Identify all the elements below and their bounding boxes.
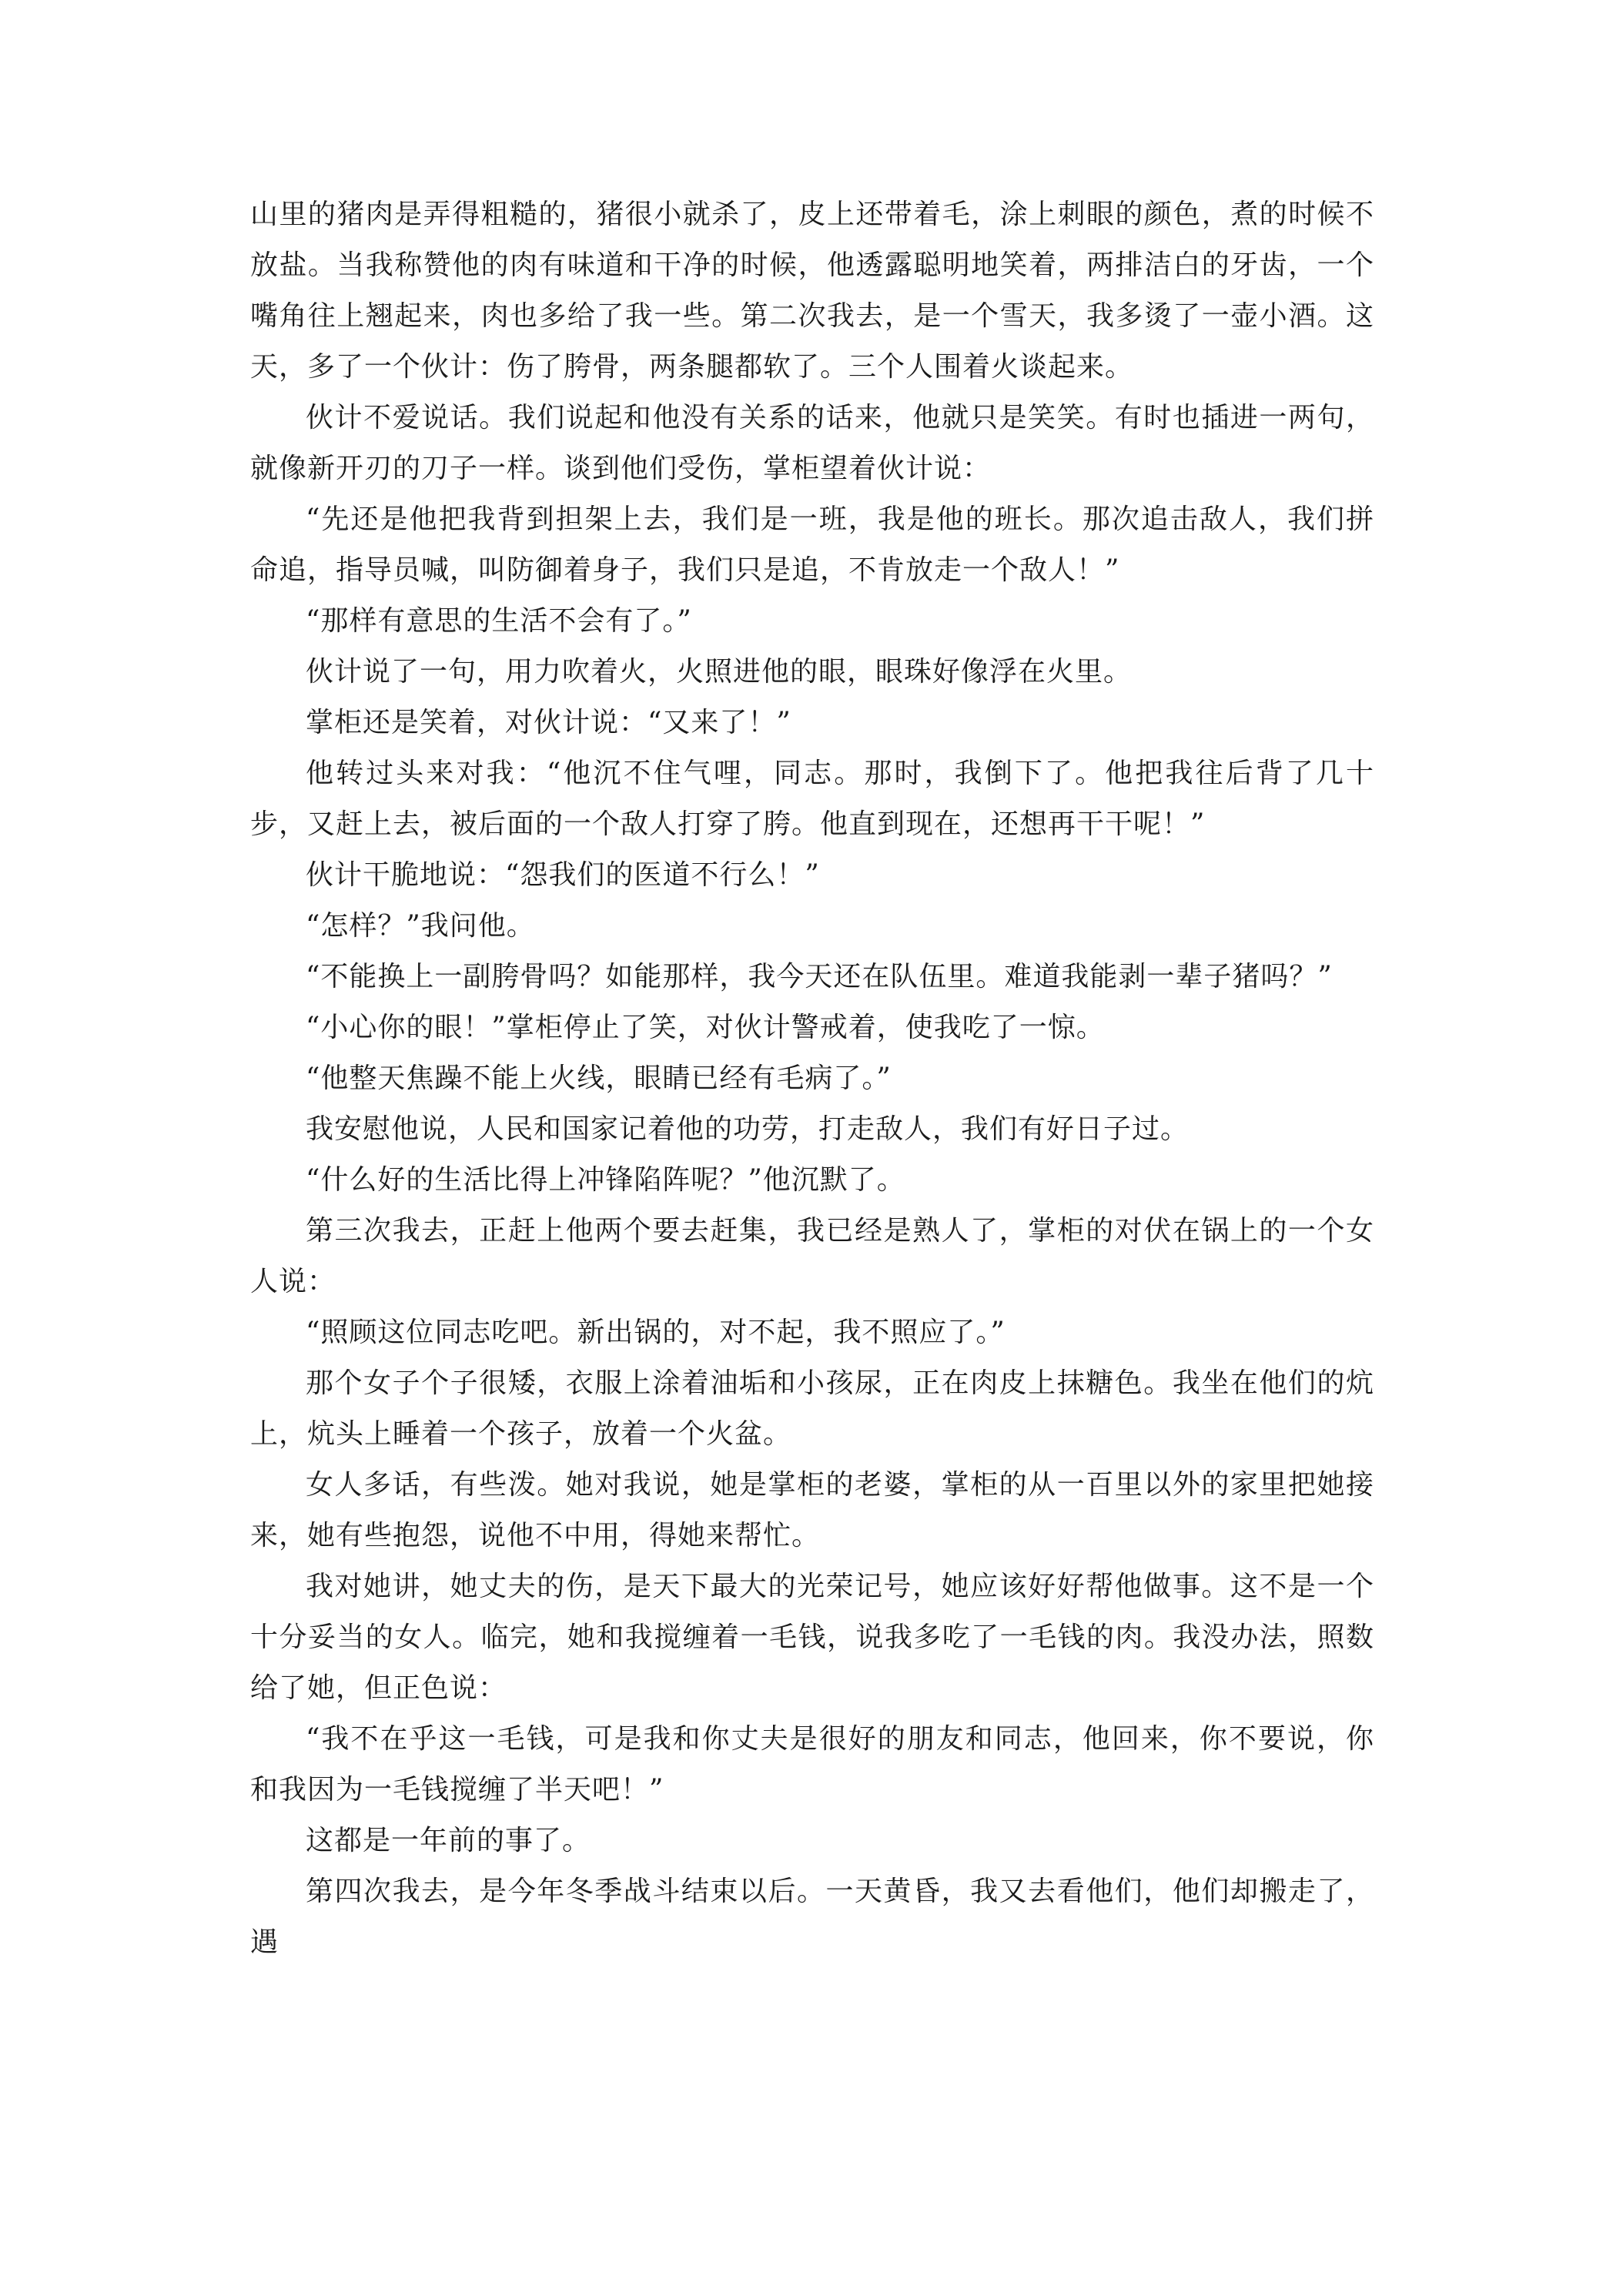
paragraph: 伙计不爱说话。我们说起和他没有关系的话来，他就只是笑笑。有时也插进一两句，就像新开刃的刀子一样。谈到他们受伤，掌柜望着伙计说： (250, 402, 1374, 484)
paragraph: 山里的猪肉是弄得粗糙的，猪很小就杀了，皮上还带着毛，涂上刺眼的颜色，煮的时候不放盐。当我称赞他的肉有味道和干净的时候，他透露聪明地笑着，两排洁白的牙齿，一个嘴角往上翘起来，肉也多给了我一些。第二次我去，是一个雪天，我多烫了一壶小酒。这天，多了一个伙计：伤了胯骨，两条腿都软了。三个人围着火谈起来。 (250, 199, 1374, 383)
paragraph: 伙计干脆地说：“怨我们的医道不行么！” (306, 859, 820, 891)
paragraph: “小心你的眼！”掌柜停止了笑，对伙计警戒着，使我吃了一惊。 (306, 1012, 1105, 1043)
paragraph: 他转过头来对我：“他沉不住气哩，同志。那时，我倒下了。他把我往后背了几十步，又赶上去，被后面的一个敌人打穿了胯。他直到现在，还想再干干呢！” (250, 758, 1374, 840)
paragraph: 女人多话，有些泼。她对我说，她是掌柜的老婆，掌柜的从一百里以外的家里把她接来，她有些抱怨，说他不中用，得她来帮忙。 (250, 1469, 1374, 1551)
document-body (250, 189, 1374, 1968)
paragraph: “他整天焦躁不能上火线，眼睛已经有毛病了。” (306, 1063, 892, 1094)
paragraph: “什么好的生活比得上冲锋陷阵呢？”他沉默了。 (306, 1164, 905, 1196)
paragraph: 第三次我去，正赶上他两个要去赶集，我已经是熟人了，掌柜的对伏在锅上的一个女人说： (250, 1215, 1374, 1297)
paragraph: 那个女子个子很矮，衣服上涂着油垢和小孩尿，正在肉皮上抹糖色。我坐在他们的炕上，炕头上睡着一个孩子，放着一个火盆。 (250, 1367, 1374, 1450)
paragraph: “怎样？”我问他。 (306, 910, 535, 942)
paragraph: “不能换上一副胯骨吗？如能那样，我今天还在队伍里。难道我能剥一辈子猪吗？” (306, 961, 1333, 992)
paragraph: 这都是一年前的事了。 (306, 1825, 591, 1856)
paragraph: 第四次我去，是今年冬季战斗结束以后。一天黄昏，我又去看他们，他们却搬走了，遇 (250, 1876, 1374, 1958)
paragraph: 我对她讲，她丈夫的伤，是天下最大的光荣记号，她应该好好帮他做事。这不是一个十分妥当的女人。临完，她和我搅缠着一毛钱，说我多吃了一毛钱的肉。我没办法，照数给了她，但正色说： (250, 1571, 1374, 1704)
paragraph: 伙计说了一句，用力吹着火，火照进他的眼，眼珠好像浮在火里。 (306, 656, 1133, 688)
paragraph: “我不在乎这一毛钱，可是我和你丈夫是很好的朋友和同志，他回来，你不要说，你和我因为一毛钱搅缠了半天吧！” (250, 1723, 1374, 1806)
paragraph: 我安慰他说，人民和国家记着他的功劳，打走敌人，我们有好日子过。 (306, 1113, 1190, 1145)
paragraph: “先还是他把我背到担架上去，我们是一班，我是他的班长。那次追击敌人，我们拼命追，指导员喊，叫防御着身子，我们只是追，不肯放走一个敌人！” (250, 504, 1374, 586)
paragraph: “照顾这位同志吃吧。新出锅的，对不起，我不照应了。” (306, 1317, 1006, 1348)
paragraph: 掌柜还是笑着，对伙计说：“又来了！” (306, 707, 791, 738)
paragraph: “那样有意思的生活不会有了。” (306, 605, 692, 637)
